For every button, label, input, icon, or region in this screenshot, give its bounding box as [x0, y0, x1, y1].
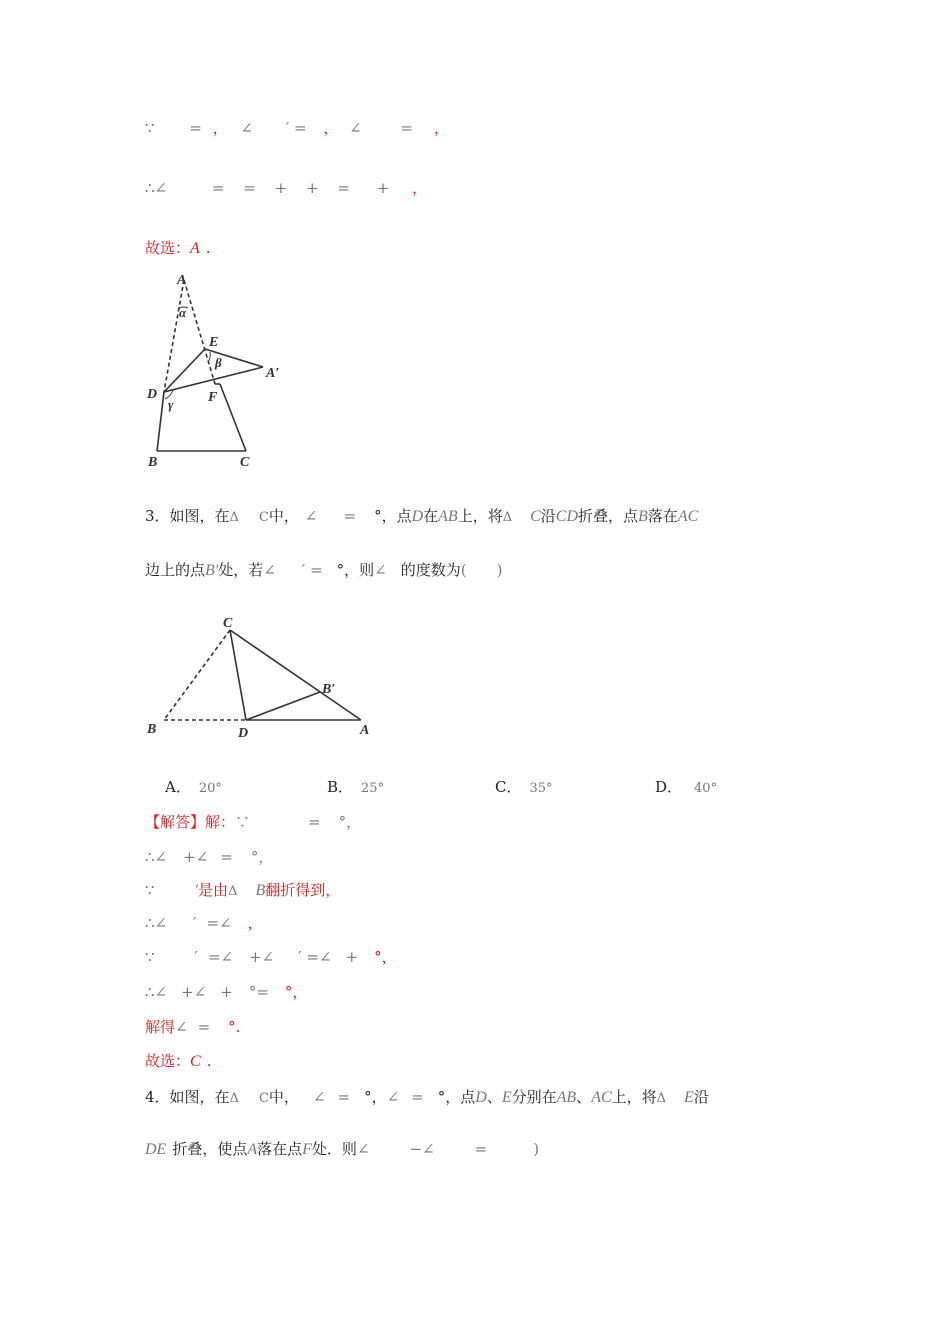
figure-folded-triangle — [140, 610, 380, 740]
text: = — [343, 507, 357, 525]
text: D — [475, 1089, 487, 1106]
text: ′ — [194, 882, 199, 899]
text: +∠ — [183, 848, 209, 866]
text: A — [247, 1141, 258, 1158]
solution-step-6 — [145, 982, 307, 1002]
text: ∠ — [312, 1088, 326, 1106]
label-F: F — [208, 390, 218, 405]
text: DE — [145, 1141, 167, 1158]
text: 、 — [486, 1088, 502, 1106]
text: 上，将 — [611, 1088, 657, 1106]
text: E — [684, 1089, 694, 1106]
text: C — [258, 510, 269, 525]
text: 解得 — [145, 1018, 176, 1036]
text: = — [400, 119, 414, 137]
text: ) — [496, 561, 503, 579]
text: ∠ — [175, 1018, 188, 1036]
line-DB — [157, 392, 164, 451]
text: ， — [323, 119, 339, 137]
text: Δ — [228, 884, 238, 899]
question-3-line-2 — [145, 560, 502, 581]
text: = — [211, 179, 225, 197]
text: ∵ — [235, 813, 251, 831]
text: = — [337, 1088, 351, 1106]
label-A: A — [177, 273, 187, 288]
text: 折叠，使点 — [172, 1140, 248, 1158]
text: F — [302, 1141, 312, 1158]
text: °， — [284, 983, 308, 1001]
text: AC — [677, 508, 699, 525]
text: °，点 — [374, 507, 412, 525]
line-CD — [230, 630, 246, 720]
text: 处．则 — [311, 1140, 357, 1158]
label-C: C — [223, 616, 233, 631]
text: 的度数为 — [400, 561, 461, 579]
label-B: B — [147, 722, 157, 737]
text: °，则 — [336, 561, 375, 579]
text: E — [501, 1089, 512, 1106]
answer-value: C — [190, 1053, 201, 1070]
text: 中， — [268, 1088, 299, 1106]
because-symbol: ∵ — [145, 119, 155, 137]
text: ′ =∠ — [298, 948, 332, 966]
line-EA2 — [205, 349, 263, 367]
text: Δ — [229, 1091, 239, 1106]
text: ∠ — [263, 561, 276, 579]
label-A: A — [360, 723, 370, 738]
text: °，点 — [437, 1088, 476, 1106]
text: ∠ — [374, 561, 387, 579]
option-b[interactable] — [327, 776, 384, 797]
option-b-value: 25° — [361, 781, 385, 796]
answer-label: 故选： — [145, 1052, 191, 1070]
label-D: D — [238, 726, 249, 740]
option-c[interactable] — [495, 776, 553, 797]
solution-header: 【解答】解： — [145, 813, 236, 831]
text: ∠ — [356, 1140, 370, 1158]
text: °， — [338, 813, 362, 831]
text: = — [337, 179, 350, 197]
line-DA2 — [164, 367, 263, 392]
label-alpha: α — [179, 305, 187, 320]
text: + — [274, 179, 288, 197]
text: ) — [533, 1140, 540, 1158]
label-beta: β — [215, 355, 222, 370]
text: Δ — [656, 1091, 667, 1106]
dashed-line-AF — [184, 280, 215, 384]
text: =∠ — [206, 914, 232, 932]
text: ， — [247, 914, 263, 932]
text: =∠ — [207, 948, 234, 966]
text: 在 — [423, 507, 439, 525]
option-a-label: A． — [165, 778, 191, 796]
text: ∠ — [349, 119, 362, 137]
text: °= — [248, 983, 269, 1001]
solution-step-7 — [145, 1017, 240, 1037]
solution-step-1 — [145, 812, 361, 832]
text: ， — [433, 119, 449, 137]
question-number: 3．如图，在 — [145, 507, 230, 525]
text: B′ — [205, 562, 219, 579]
text: ， — [412, 179, 428, 197]
text: ∴∠ — [145, 983, 168, 1001]
text: . — [206, 1052, 212, 1070]
option-b-label: B． — [327, 778, 354, 796]
text: ∠ — [240, 119, 254, 137]
label-C: C — [240, 455, 250, 470]
label-E: E — [209, 335, 219, 350]
text: . — [205, 239, 211, 257]
answer-line-2 — [145, 1051, 211, 1072]
text: = — [308, 813, 321, 831]
text: ∴∠ — [145, 848, 168, 866]
text: CD — [555, 508, 579, 525]
label-B: B — [148, 455, 158, 470]
text: ∴∠ — [145, 914, 168, 932]
text: 折叠，点 — [578, 507, 639, 525]
text: °. — [228, 1018, 241, 1036]
text: Δ — [229, 510, 239, 525]
line-DB-prime — [246, 692, 320, 720]
text: ∴∠ — [145, 179, 168, 197]
solution-line-1 — [145, 118, 449, 138]
option-d-value: 40° — [694, 781, 718, 796]
text: AB — [438, 508, 458, 525]
text: ′ — [194, 948, 198, 966]
text: = — [243, 179, 256, 197]
question-4-line-1 — [145, 1087, 709, 1109]
text: B — [255, 882, 266, 899]
text: 翻折得到， — [265, 881, 341, 899]
text: Δ — [502, 510, 513, 525]
text: 是由 — [198, 881, 229, 899]
text: AC — [591, 1089, 612, 1106]
label-A-prime: A′ — [266, 366, 280, 381]
solution-step-2 — [145, 847, 273, 867]
text: = — [220, 848, 233, 866]
text: = — [189, 119, 202, 137]
text: ( — [460, 561, 467, 579]
line-ED — [164, 349, 205, 392]
text: ∠ — [386, 1088, 400, 1106]
text: ∵ — [145, 881, 155, 899]
option-d-label: D． — [655, 778, 683, 796]
line-CF — [220, 384, 246, 451]
text: + — [376, 179, 390, 197]
solution-line-2 — [145, 178, 427, 198]
option-c-value: 35° — [529, 781, 553, 796]
text: 、 — [576, 1088, 592, 1106]
answer-line-1 — [145, 238, 211, 259]
text: °， — [374, 948, 397, 966]
text: + — [220, 983, 233, 1001]
question-3-line-1 — [145, 506, 698, 528]
text: D — [411, 508, 424, 525]
option-a-value: 20° — [198, 781, 222, 796]
option-d[interactable] — [655, 776, 717, 797]
text: +∠ — [249, 948, 275, 966]
dashed-line-CB — [164, 630, 230, 720]
question-4-line-2 — [145, 1139, 539, 1160]
answer-label: 故选： — [145, 239, 191, 257]
option-c-label: C． — [495, 778, 522, 796]
solution-step-3 — [145, 880, 340, 902]
text: + — [305, 179, 319, 197]
text: °， — [250, 848, 274, 866]
text: = — [197, 1018, 211, 1036]
text: C — [258, 1091, 269, 1106]
figure-folded-quadrilateral — [135, 268, 305, 478]
solution-step-5 — [145, 947, 397, 967]
label-B-prime: B′ — [322, 682, 336, 697]
text: C — [530, 508, 541, 525]
answer-value: A — [190, 240, 200, 257]
text: 沿 — [540, 507, 556, 525]
text: 落在 — [647, 507, 678, 525]
text: = — [411, 1088, 424, 1106]
question-number: 4．如图，在 — [145, 1088, 230, 1106]
solution-step-4 — [145, 913, 263, 933]
text: + — [345, 948, 359, 966]
option-a[interactable] — [165, 776, 222, 797]
text: AB — [556, 1089, 577, 1106]
text: 落在点 — [257, 1140, 303, 1158]
text: +∠ — [181, 983, 207, 1001]
text: 处，若 — [218, 561, 264, 579]
text: 上，将 — [457, 507, 503, 525]
text: ∵ — [145, 948, 155, 966]
text: °， — [364, 1088, 387, 1106]
line-CA — [230, 630, 361, 720]
label-D: D — [147, 387, 158, 402]
text: ′ = — [301, 561, 323, 579]
text: 分别在 — [511, 1088, 557, 1106]
text: = — [474, 1140, 488, 1158]
label-gamma: γ — [168, 397, 174, 412]
text: 中， — [268, 507, 299, 525]
text: ′ — [193, 914, 197, 932]
text: ∠ — [304, 507, 318, 525]
text: 沿 — [693, 1088, 709, 1106]
text: 边上的点 — [145, 561, 206, 579]
text: ， — [212, 119, 228, 137]
text: −∠ — [409, 1140, 435, 1158]
text: ′ = — [285, 119, 307, 137]
text: B — [638, 508, 648, 525]
